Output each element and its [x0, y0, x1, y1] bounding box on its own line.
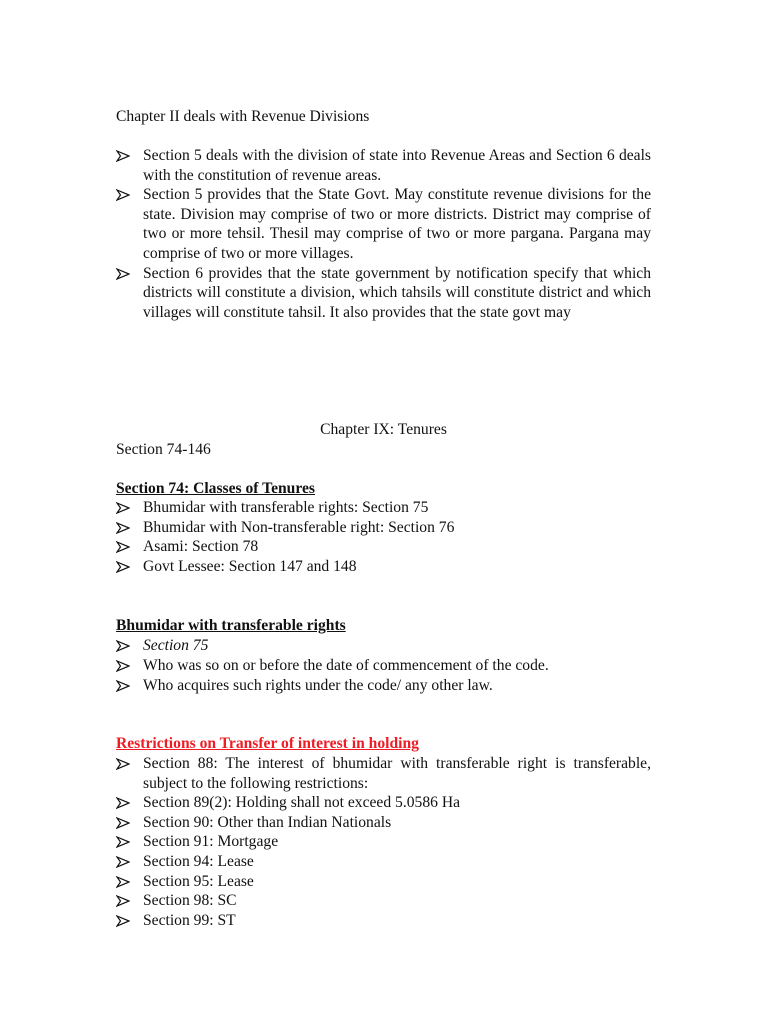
list-item-text: Section 5 provides that the State Govt. May constitute revenue divisions for the state. Division may comprise of two or more districts. District may comprise of two or more tehsil. Thesil may comprise of two or more pargana. Pargana may comprise of two or more villages.	[143, 186, 651, 262]
chapter2-list	[116, 146, 651, 322]
arrow-bullet-icon	[116, 656, 132, 675]
chapter2-heading: Chapter II deals with Revenue Divisions	[116, 108, 370, 125]
list-item-text: Asami: Section 78	[143, 538, 259, 556]
arrow-bullet-icon	[116, 793, 132, 812]
list-item-text: Who was so on or before the date of commencement of the code.	[143, 656, 549, 674]
list-item	[116, 185, 651, 263]
restrictions-heading: Restrictions on Transfer of interest in holding	[116, 735, 419, 752]
list-item	[116, 754, 651, 793]
list-item	[116, 891, 651, 911]
list-item	[116, 498, 651, 518]
arrow-bullet-icon	[116, 636, 132, 655]
list-item-text: Bhumidar with transferable rights: Section 75	[143, 499, 429, 516]
list-item	[116, 793, 651, 813]
list-item-text: Bhumidar with Non-transferable right: Section 76	[143, 518, 455, 536]
list-item-text: Section 91: Mortgage	[143, 833, 279, 851]
arrow-bullet-icon	[116, 518, 132, 537]
arrow-bullet-icon	[116, 146, 132, 165]
list-item	[116, 813, 651, 833]
chapter9-range: Section 74-146	[116, 441, 211, 458]
list-item-text: Section 88: The interest of bhumidar with transferable right is transferable, subject to the following restrictions:	[143, 755, 651, 792]
list-item	[116, 557, 651, 577]
list-item-text: Section 6 provides that the state government by notification specify that which districts will constitute a division, which tahsils will constitute district and which villages will constitute tahsil. It also provides that the state govt may	[143, 264, 651, 321]
list-item-text: Who acquires such rights under the code/ any other law.	[143, 677, 493, 695]
list-item	[116, 264, 651, 323]
list-item	[116, 676, 651, 696]
section74-heading: Section 74: Classes of Tenures	[116, 480, 315, 497]
list-item	[116, 636, 651, 656]
list-item-text: Section 89(2): Holding shall not exceed 5.0586 Ha	[143, 794, 461, 812]
bhumidar-list	[116, 636, 651, 696]
restrictions-list	[116, 754, 651, 930]
section74-list	[116, 498, 651, 576]
arrow-bullet-icon	[116, 872, 132, 891]
list-item	[116, 832, 651, 852]
arrow-bullet-icon	[116, 832, 132, 851]
arrow-bullet-icon	[116, 852, 132, 871]
list-item-text: Section 94: Lease	[143, 852, 254, 870]
list-item	[116, 518, 651, 538]
list-item	[116, 872, 651, 892]
list-item	[116, 146, 651, 185]
arrow-bullet-icon	[116, 813, 132, 832]
arrow-bullet-icon	[116, 185, 132, 204]
list-item-text: Section 75	[143, 637, 209, 654]
arrow-bullet-icon	[116, 264, 132, 283]
bhumidar-heading: Bhumidar with transferable rights	[116, 617, 346, 634]
list-item-text: Section 99: ST	[143, 911, 236, 929]
arrow-bullet-icon	[116, 498, 132, 517]
list-item	[116, 656, 651, 676]
list-item-text: Section 5 deals with the division of state into Revenue Areas and Section 6 deals with the constitution of revenue areas.	[143, 147, 651, 184]
chapter9-title: Chapter IX: Tenures	[320, 421, 447, 438]
arrow-bullet-icon	[116, 557, 132, 576]
list-item-text: Section 95: Lease	[143, 872, 254, 890]
arrow-bullet-icon	[116, 537, 132, 556]
list-item	[116, 911, 651, 931]
list-item-text: Section 90: Other than Indian Nationals	[143, 813, 392, 831]
list-item	[116, 852, 651, 872]
arrow-bullet-icon	[116, 911, 132, 930]
list-item-text: Govt Lessee: Section 147 and 148	[143, 557, 357, 575]
arrow-bullet-icon	[116, 891, 132, 910]
arrow-bullet-icon	[116, 754, 132, 773]
list-item	[116, 537, 651, 557]
list-item-text: Section 98: SC	[143, 892, 237, 910]
arrow-bullet-icon	[116, 676, 132, 695]
